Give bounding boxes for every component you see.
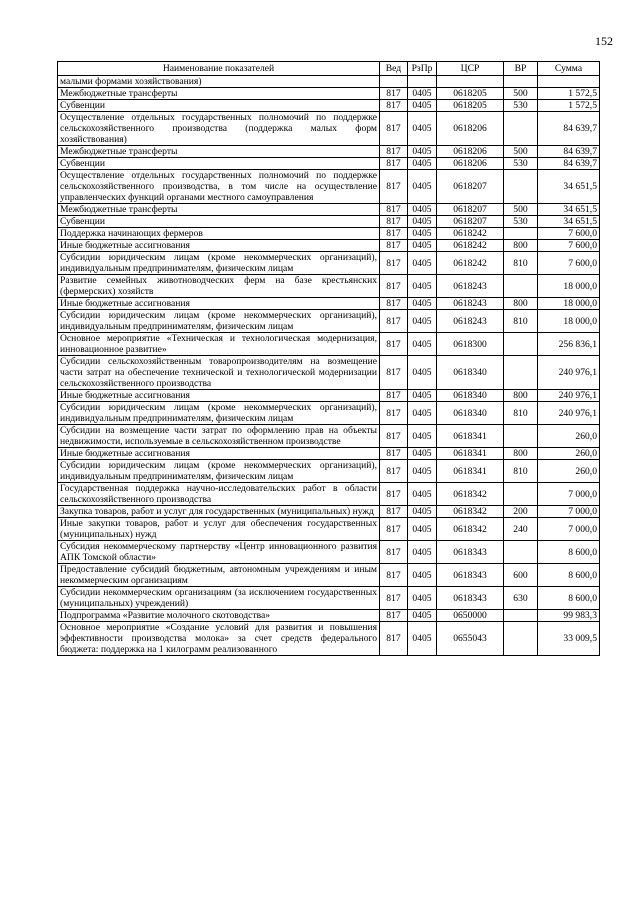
- table-row: [58, 541, 600, 564]
- cell-rzpr: 0405: [408, 240, 437, 252]
- cell-vr: 630: [504, 587, 538, 610]
- cell-csr: 0618343: [437, 564, 504, 587]
- cell-ved: 817: [380, 402, 408, 425]
- cell-csr: 0618342: [437, 483, 504, 506]
- cell-name: Субсидии некоммерческим организациям (за исключением государственных (муниципальных) учреждений): [58, 587, 380, 610]
- cell-sum: 84 639,7: [538, 112, 600, 146]
- cell-sum: 7 600,0: [538, 240, 600, 252]
- cell-name: Субвенции: [58, 158, 380, 170]
- cell-rzpr: 0405: [408, 170, 437, 204]
- cell-ved: 817: [380, 610, 408, 622]
- cell-rzpr: 0405: [408, 100, 437, 112]
- cell-name: Субсидии юридическим лицам (кроме некоммерческих организаций), индивидуальным предпринимателям, физическим лицам: [58, 310, 380, 333]
- cell-rzpr: 0405: [408, 425, 437, 448]
- cell-rzpr: 0405: [408, 298, 437, 310]
- table-row: [58, 252, 600, 275]
- cell-sum: 18 000,0: [538, 298, 600, 310]
- cell-ved: 817: [380, 356, 408, 390]
- cell-csr: 0618207: [437, 170, 504, 204]
- cell-csr: 0618340: [437, 402, 504, 425]
- cell-csr: 0618343: [437, 587, 504, 610]
- table-row: [58, 506, 600, 518]
- cell-sum: 7 600,0: [538, 228, 600, 240]
- cell-vr: 530: [504, 100, 538, 112]
- cell-vr: [504, 112, 538, 146]
- cell-sum: 240 976,1: [538, 390, 600, 402]
- cell-name: Иные бюджетные ассигнования: [58, 390, 380, 402]
- cell-csr: 0618340: [437, 390, 504, 402]
- cell-name: Осуществление отдельных государственных полномочий по поддержке сельскохозяйственного производства, в том числе на осуществление управленческих функций органами местного самоуправления: [58, 170, 380, 204]
- cell-vr: 600: [504, 564, 538, 587]
- cell-sum: 1 572,5: [538, 100, 600, 112]
- cell-name: Предоставление субсидий бюджетным, автономным учреждениям и иным некоммерческим организациям: [58, 564, 380, 587]
- cell-sum: 7 000,0: [538, 506, 600, 518]
- cell-vr: [504, 610, 538, 622]
- cell-ved: 817: [380, 541, 408, 564]
- cell-name: Субсидия некоммерческому партнерству «Центр инновационного развития АПК Томской области»: [58, 541, 380, 564]
- cell-sum: 260,0: [538, 425, 600, 448]
- budget-table: [57, 61, 600, 656]
- cell-vr: 240: [504, 518, 538, 541]
- cell-name: Межбюджетные трансферты: [58, 146, 380, 158]
- cell-ved: 817: [380, 275, 408, 298]
- cell-ved: 817: [380, 228, 408, 240]
- cell-ved: 817: [380, 622, 408, 656]
- table-row: [58, 170, 600, 204]
- cell-ved: 817: [380, 460, 408, 483]
- cell-ved: 817: [380, 240, 408, 252]
- cell-csr: 0618206: [437, 146, 504, 158]
- cell-vr: [504, 275, 538, 298]
- cell-ved: 817: [380, 518, 408, 541]
- cell-csr: 0618205: [437, 88, 504, 100]
- cell-csr: 0650000: [437, 610, 504, 622]
- table-row: [58, 518, 600, 541]
- cell-vr: 810: [504, 402, 538, 425]
- table-row: [58, 240, 600, 252]
- table-row: [58, 390, 600, 402]
- cell-rzpr: 0405: [408, 216, 437, 228]
- table-row: [58, 298, 600, 310]
- cell-ved: 817: [380, 333, 408, 356]
- cell-csr: 0618342: [437, 506, 504, 518]
- cell-rzpr: 0405: [408, 622, 437, 656]
- cell-vr: 500: [504, 204, 538, 216]
- table-row: [58, 310, 600, 333]
- table-row: [58, 146, 600, 158]
- cell-sum: 8 600,0: [538, 587, 600, 610]
- cell-csr: 0618242: [437, 252, 504, 275]
- cell-ved: 817: [380, 298, 408, 310]
- table-row: [58, 333, 600, 356]
- cell-vr: 800: [504, 448, 538, 460]
- cell-name: Развитие семейных животноводческих ферм на базе крестьянских (фермерских) хозяйств: [58, 275, 380, 298]
- cell-vr: [504, 228, 538, 240]
- cell-ved: 817: [380, 483, 408, 506]
- table-body: [58, 76, 600, 656]
- cell-sum: 34 651,5: [538, 170, 600, 204]
- table-row: [58, 88, 600, 100]
- table-row: [58, 460, 600, 483]
- cell-csr: 0618340: [437, 356, 504, 390]
- cell-name: Основное мероприятие «Создание условий для развития и повышения эффективности производства молока» за счет средств федерального бюджета: поддержка на 1 килограмм реализованного: [58, 622, 380, 656]
- cell-vr: [504, 622, 538, 656]
- cell-rzpr: 0405: [408, 252, 437, 275]
- cell-ved: 817: [380, 112, 408, 146]
- cell-sum: 84 639,7: [538, 158, 600, 170]
- cell-ved: 817: [380, 448, 408, 460]
- cell-sum: 18 000,0: [538, 310, 600, 333]
- cell-vr: 810: [504, 310, 538, 333]
- cell-csr: [437, 76, 504, 88]
- cell-csr: 0618205: [437, 100, 504, 112]
- cell-vr: 500: [504, 146, 538, 158]
- cell-vr: 800: [504, 390, 538, 402]
- table-row: [58, 610, 600, 622]
- cell-csr: 0618343: [437, 541, 504, 564]
- cell-csr: 0618242: [437, 240, 504, 252]
- cell-vr: [504, 541, 538, 564]
- table-row: [58, 216, 600, 228]
- table-row: [58, 425, 600, 448]
- table-row: [58, 158, 600, 170]
- table-row: [58, 228, 600, 240]
- cell-rzpr: 0405: [408, 460, 437, 483]
- header-name: Наименование показателей: [58, 62, 380, 76]
- table-row: [58, 112, 600, 146]
- cell-csr: 0618243: [437, 275, 504, 298]
- cell-ved: [380, 76, 408, 88]
- cell-csr: 0618207: [437, 204, 504, 216]
- cell-name: Субсидии юридическим лицам (кроме некоммерческих организаций), индивидуальным предпринимателям, физическим лицам: [58, 402, 380, 425]
- cell-rzpr: 0405: [408, 158, 437, 170]
- page-number: 152: [595, 34, 613, 48]
- cell-csr: 0618300: [437, 333, 504, 356]
- table-row: [58, 275, 600, 298]
- cell-csr: 0618206: [437, 112, 504, 146]
- cell-rzpr: 0405: [408, 564, 437, 587]
- cell-sum: 7 600,0: [538, 252, 600, 275]
- cell-name: малыми формами хозяйствования): [58, 76, 380, 88]
- cell-vr: [504, 356, 538, 390]
- cell-sum: 240 976,1: [538, 356, 600, 390]
- cell-sum: 260,0: [538, 460, 600, 483]
- cell-sum: 240 976,1: [538, 402, 600, 425]
- cell-ved: 817: [380, 252, 408, 275]
- cell-sum: 99 983,3: [538, 610, 600, 622]
- cell-sum: 8 600,0: [538, 564, 600, 587]
- cell-name: Субвенции: [58, 100, 380, 112]
- cell-sum: 260,0: [538, 448, 600, 460]
- cell-sum: 256 836,1: [538, 333, 600, 356]
- cell-rzpr: 0405: [408, 275, 437, 298]
- cell-ved: 817: [380, 587, 408, 610]
- cell-ved: 817: [380, 310, 408, 333]
- cell-rzpr: 0405: [408, 483, 437, 506]
- cell-rzpr: 0405: [408, 333, 437, 356]
- cell-name: Субвенции: [58, 216, 380, 228]
- cell-rzpr: 0405: [408, 402, 437, 425]
- cell-name: Закупка товаров, работ и услуг для государственных (муниципальных) нужд: [58, 506, 380, 518]
- cell-vr: [504, 483, 538, 506]
- cell-csr: 0655043: [437, 622, 504, 656]
- cell-ved: 817: [380, 564, 408, 587]
- cell-sum: [538, 76, 600, 88]
- cell-vr: [504, 333, 538, 356]
- table-row: [58, 76, 600, 88]
- cell-rzpr: 0405: [408, 146, 437, 158]
- cell-csr: 0618342: [437, 518, 504, 541]
- cell-rzpr: 0405: [408, 506, 437, 518]
- cell-sum: 84 639,7: [538, 146, 600, 158]
- cell-rzpr: 0405: [408, 228, 437, 240]
- cell-rzpr: 0405: [408, 88, 437, 100]
- cell-sum: 34 651,5: [538, 216, 600, 228]
- cell-ved: 817: [380, 204, 408, 216]
- header-ved: Вед: [380, 62, 408, 76]
- cell-vr: 530: [504, 158, 538, 170]
- cell-name: Государственная поддержка научно-исследовательских работ в области сельскохозяйственного производства: [58, 483, 380, 506]
- cell-ved: 817: [380, 425, 408, 448]
- table-row: [58, 448, 600, 460]
- table-row: [58, 100, 600, 112]
- cell-rzpr: 0405: [408, 448, 437, 460]
- cell-csr: 0618206: [437, 158, 504, 170]
- cell-name: Иные бюджетные ассигнования: [58, 448, 380, 460]
- cell-rzpr: 0405: [408, 610, 437, 622]
- cell-ved: 817: [380, 100, 408, 112]
- cell-ved: 817: [380, 216, 408, 228]
- header-rzpr: РзПр: [408, 62, 437, 76]
- cell-name: Осуществление отдельных государственных полномочий по поддержке сельскохозяйственного производства (поддержка малых форм хозяйствования): [58, 112, 380, 146]
- cell-name: Субсидии юридическим лицам (кроме некоммерческих организаций), индивидуальным предпринимателям, физическим лицам: [58, 460, 380, 483]
- table-row: [58, 204, 600, 216]
- table-row: [58, 402, 600, 425]
- cell-ved: 817: [380, 170, 408, 204]
- cell-name: Субсидии сельскохозяйственным товаропроизводителям на возмещение части затрат на обеспечение технической и технологической модернизации сельскохозяйственного производства: [58, 356, 380, 390]
- table-row: [58, 587, 600, 610]
- table-row: [58, 483, 600, 506]
- table-row: [58, 622, 600, 656]
- cell-name: Подпрограмма «Развитие молочного скотоводства»: [58, 610, 380, 622]
- cell-rzpr: 0405: [408, 518, 437, 541]
- cell-rzpr: 0405: [408, 204, 437, 216]
- cell-vr: 530: [504, 216, 538, 228]
- header-vr: ВР: [504, 62, 538, 76]
- cell-vr: 810: [504, 252, 538, 275]
- cell-csr: 0618341: [437, 425, 504, 448]
- cell-csr: 0618207: [437, 216, 504, 228]
- cell-rzpr: 0405: [408, 112, 437, 146]
- cell-vr: 800: [504, 240, 538, 252]
- cell-rzpr: 0405: [408, 390, 437, 402]
- cell-vr: [504, 170, 538, 204]
- cell-name: Межбюджетные трансферты: [58, 88, 380, 100]
- cell-csr: 0618243: [437, 298, 504, 310]
- cell-name: Поддержка начинающих фермеров: [58, 228, 380, 240]
- cell-ved: 817: [380, 158, 408, 170]
- cell-name: Иные закупки товаров, работ и услуг для обеспечения государственных (муниципальных) нужд: [58, 518, 380, 541]
- cell-vr: [504, 76, 538, 88]
- cell-name: Иные бюджетные ассигнования: [58, 298, 380, 310]
- cell-sum: 18 000,0: [538, 275, 600, 298]
- cell-rzpr: 0405: [408, 310, 437, 333]
- cell-vr: [504, 425, 538, 448]
- header-csr: ЦСР: [437, 62, 504, 76]
- cell-csr: 0618243: [437, 310, 504, 333]
- cell-ved: 817: [380, 506, 408, 518]
- table-header-row: [58, 62, 600, 76]
- cell-csr: 0618242: [437, 228, 504, 240]
- cell-sum: 34 651,5: [538, 204, 600, 216]
- cell-vr: 200: [504, 506, 538, 518]
- table-row: [58, 564, 600, 587]
- cell-name: Субсидии на возмещение части затрат по оформлению прав на объекты недвижимости, используемые в сельскохозяйственном производстве: [58, 425, 380, 448]
- cell-sum: 1 572,5: [538, 88, 600, 100]
- cell-vr: 810: [504, 460, 538, 483]
- cell-name: Межбюджетные трансферты: [58, 204, 380, 216]
- cell-sum: 7 000,0: [538, 518, 600, 541]
- cell-rzpr: 0405: [408, 356, 437, 390]
- cell-vr: 800: [504, 298, 538, 310]
- header-sum: Сумма: [538, 62, 600, 76]
- cell-name: Субсидии юридическим лицам (кроме некоммерческих организаций), индивидуальным предпринимателям, физическим лицам: [58, 252, 380, 275]
- cell-name: Иные бюджетные ассигнования: [58, 240, 380, 252]
- cell-sum: 33 009,5: [538, 622, 600, 656]
- cell-name: Основное мероприятие «Техническая и технологическая модернизация, инновационное развитие»: [58, 333, 380, 356]
- cell-ved: 817: [380, 88, 408, 100]
- cell-vr: 500: [504, 88, 538, 100]
- cell-sum: 8 600,0: [538, 541, 600, 564]
- cell-rzpr: 0405: [408, 587, 437, 610]
- cell-csr: 0618341: [437, 448, 504, 460]
- cell-rzpr: [408, 76, 437, 88]
- cell-sum: 7 000,0: [538, 483, 600, 506]
- table-row: [58, 356, 600, 390]
- cell-ved: 817: [380, 146, 408, 158]
- cell-csr: 0618341: [437, 460, 504, 483]
- cell-rzpr: 0405: [408, 541, 437, 564]
- cell-ved: 817: [380, 390, 408, 402]
